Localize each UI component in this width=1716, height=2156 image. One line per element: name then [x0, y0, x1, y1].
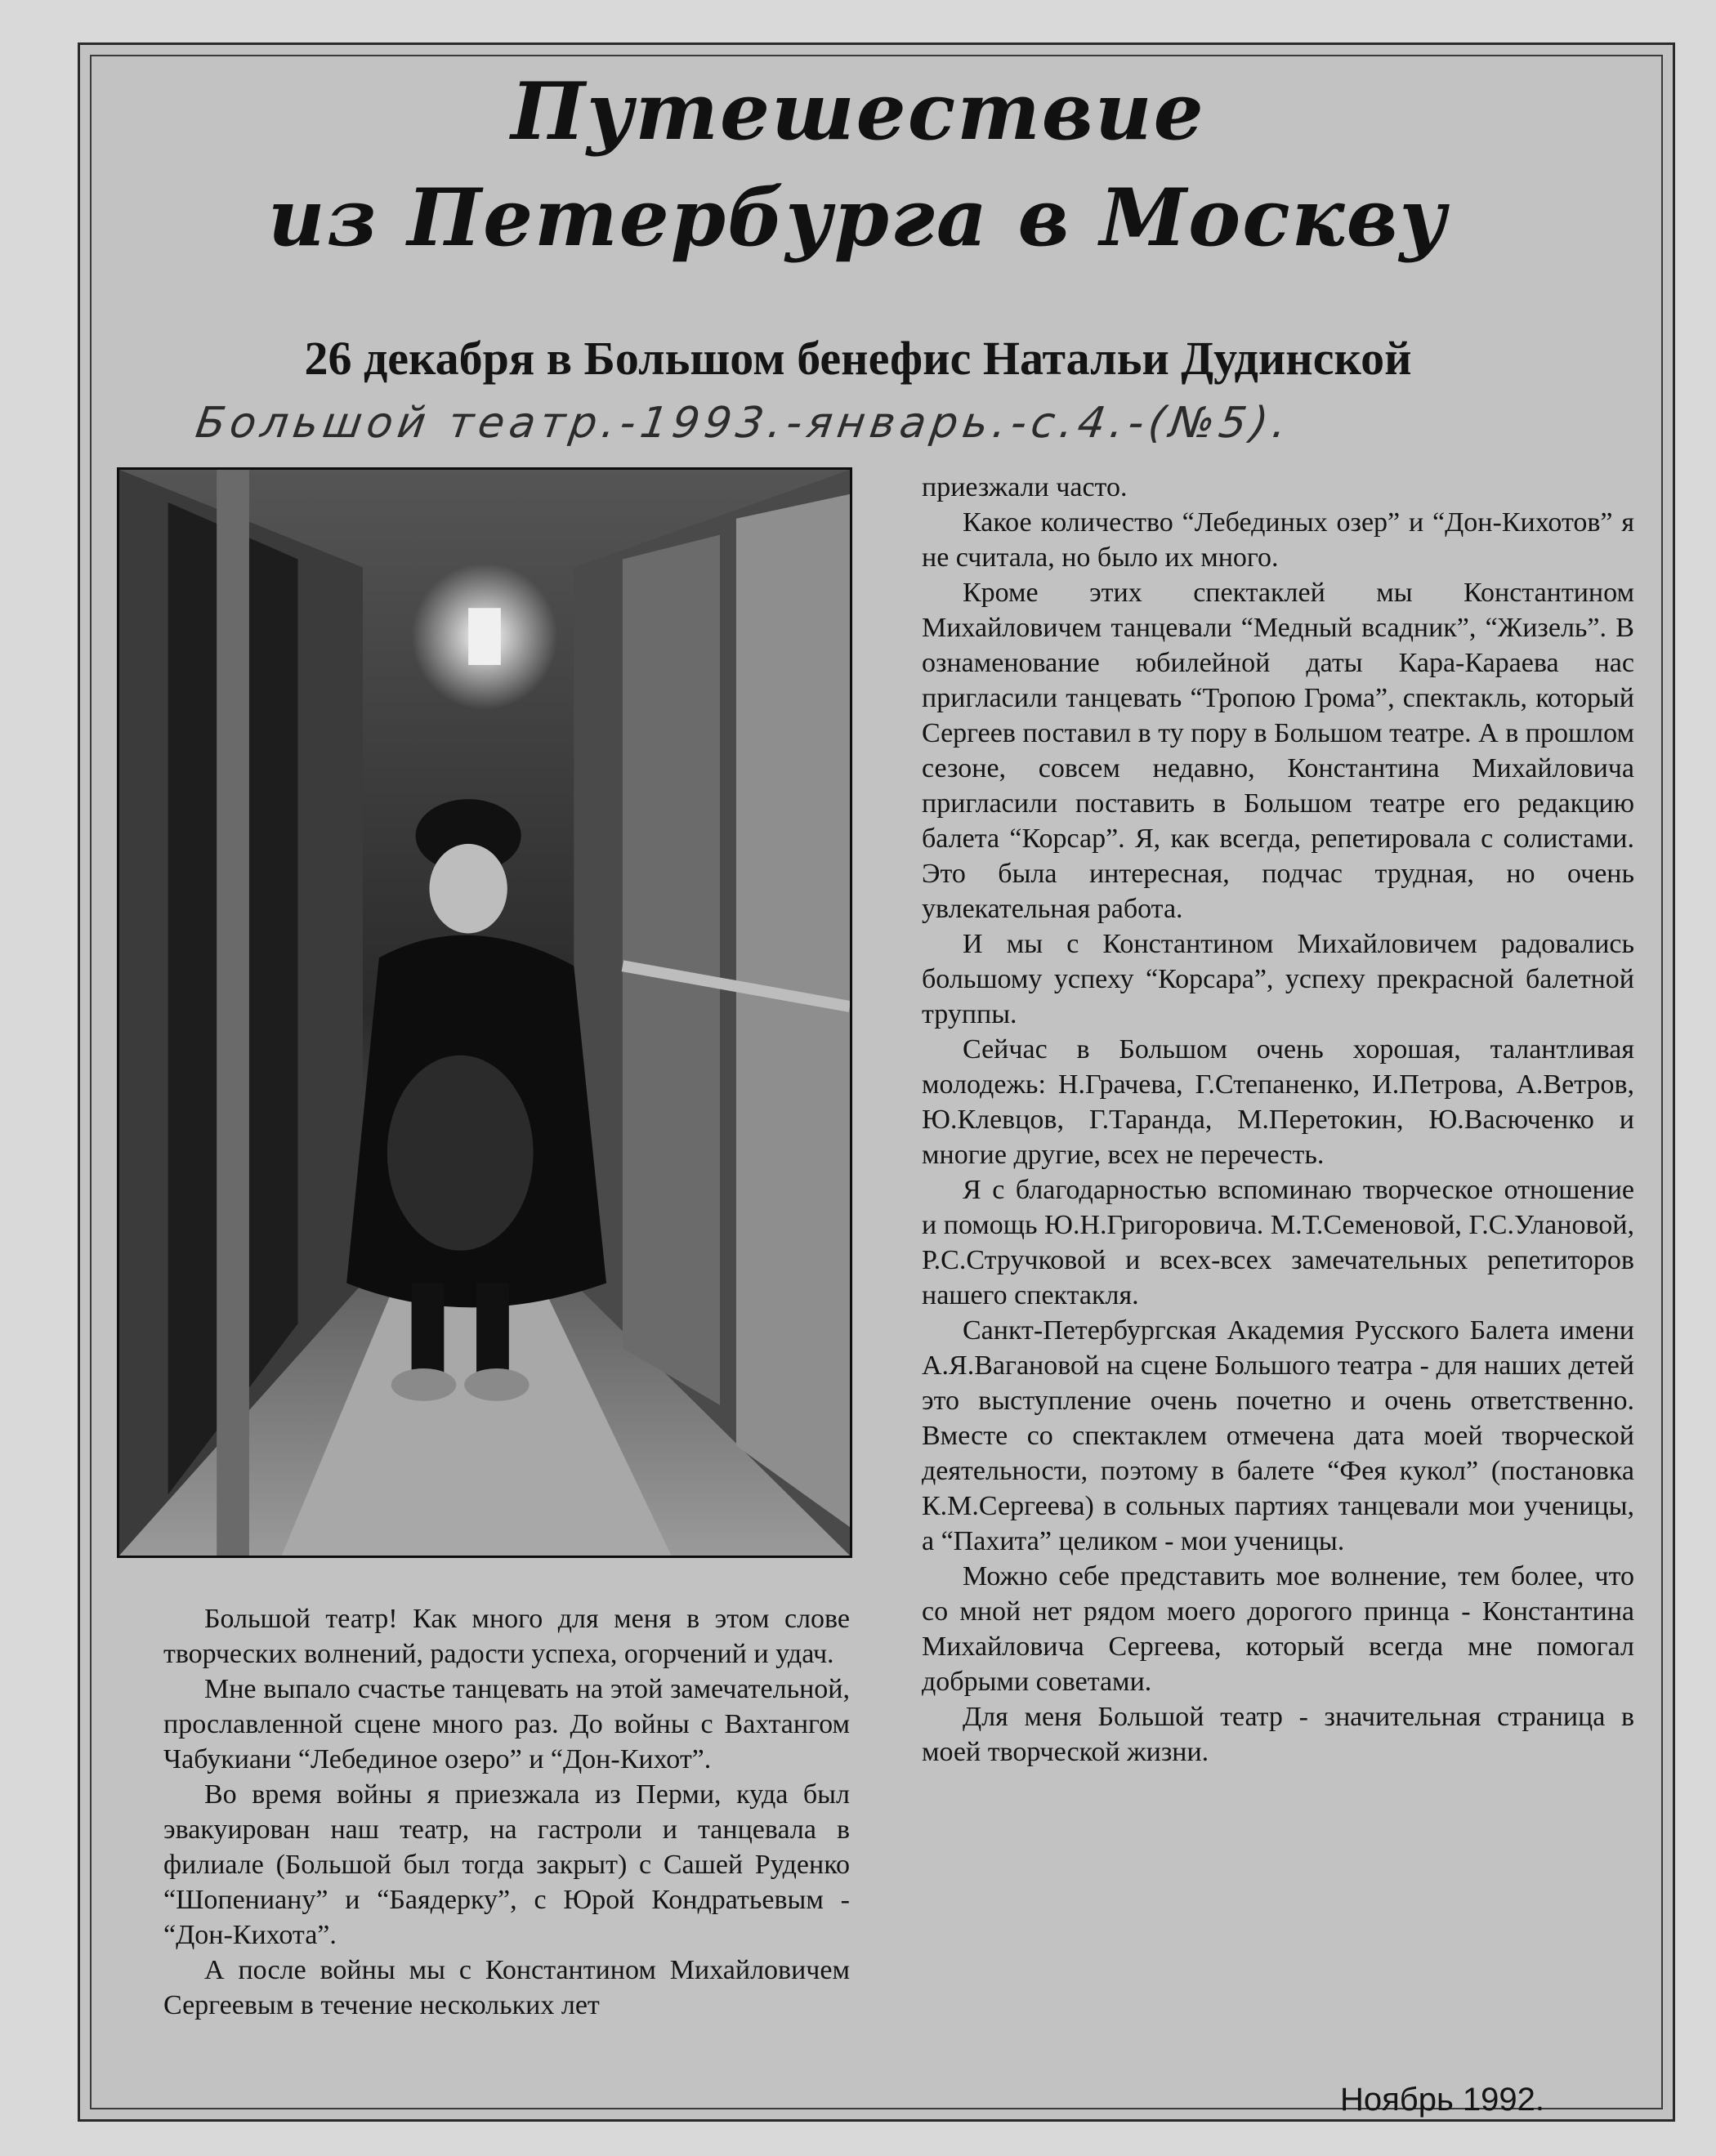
- paragraph: Для меня Большой театр - значительная страница в моей творческой жизни.: [922, 1702, 1634, 1767]
- paragraph-continuation: приезжали часто.: [922, 472, 1128, 502]
- paragraph: Я с благодарностью вспоминаю творческое отношение и помощь Ю.Н.Григоровича. М.Т.Семеновой, Г.С.Улановой, Р.С.Стручковой и всех-всех замечательных репетиторов нашего спектакля.: [922, 1175, 1634, 1310]
- paragraph: Кроме этих спектаклей мы Константином Михайловичем танцевали “Медный всадник”, “Жизель”. В ознаменование юбилейной даты Кара-Караева нас пригласили танцевать “Тропою Грома”, спектакль, который Сергеев поставил в ту пору в Большом театре. А в прошлом сезоне, совсем недавно, Константина Михайловича пригласили поставить в Большом театре его редакцию балета “Корсар”. Я, как всегда, репетировала с солистами. Это была интересная, подчас трудная, но очень увлекательная работа.: [922, 578, 1634, 924]
- subtitle: 26 декабря в Большом бенефис Натальи Дудинской: [304, 332, 1412, 385]
- handwritten-note: Большой театр.-1993.-январь.-с.4.-(№5).: [192, 399, 1295, 448]
- paragraph: Какое количество “Лебединых озер” и “Дон-Кихотов” я не считала, но было их много.: [922, 507, 1634, 573]
- paragraph: А после войны мы с Константином Михайловичем Сергеевым в течение нескольких лет: [163, 1955, 850, 2020]
- paragraph: Мне выпало счастье танцевать на этой замечательной, прославленной сцене много раз. До войны с Вахтангом Чабукиани “Лебединое озеро” и “Дон-Кихот”.: [163, 1674, 850, 1774]
- article-right-column: [922, 470, 1634, 1770]
- paragraph: Во время войны я приезжала из Перми, куда был эвакуирован наш театр, на гастроли и танцевала в филиале (Большой был тогда закрыт) с Сашей Руденко “Шопениану” и “Баядерку”, с Юрой Кондратьевым - “Дон-Кихота”.: [163, 1779, 850, 1950]
- paragraph: Большой театр! Как много для меня в этом слове творческих волнений, радости успеха, огорчений и удач.: [163, 1604, 850, 1669]
- title-line-1: Путешествие: [511, 65, 1205, 158]
- paragraph: Санкт-Петербургская Академия Русского Балета имени А.Я.Вагановой на сцене Большого театра - для наших детей это выступление очень почетно и очень ответственно. Вместе со спектаклем отмечена дата моей творческой деятельности, поэтому в балете “Фея кукол” (постановка К.М.Сергеева) в сольных партиях танцевали мои ученицы, а “Пахита” целиком - мои ученицы.: [922, 1315, 1634, 1556]
- article-date: Ноябрь 1992.: [1340, 2082, 1544, 2118]
- paragraph: Можно себе представить мое волнение, тем более, что со мной нет рядом моего дорогого принца - Константина Михайловича Сергеева, который всегда мне помогал добрыми советами.: [922, 1561, 1634, 1697]
- photo-train-corridor: [117, 467, 852, 1558]
- paragraph: И мы с Константином Михайловичем радовались большому успеху “Корсара”, успеху прекрасной балетной труппы.: [922, 929, 1634, 1029]
- title-line-2: из Петербурга в Москву: [267, 172, 1449, 264]
- paragraph: Сейчас в Большом очень хорошая, талантливая молодежь: Н.Грачева, Г.Степаненко, И.Петрова, А.Ветров, Ю.Клевцов, Г.Таранда, М.Перетокин, Ю.Васюченко и многие другие, всех не перечесть.: [922, 1034, 1634, 1170]
- article-left-column: [163, 1601, 850, 2023]
